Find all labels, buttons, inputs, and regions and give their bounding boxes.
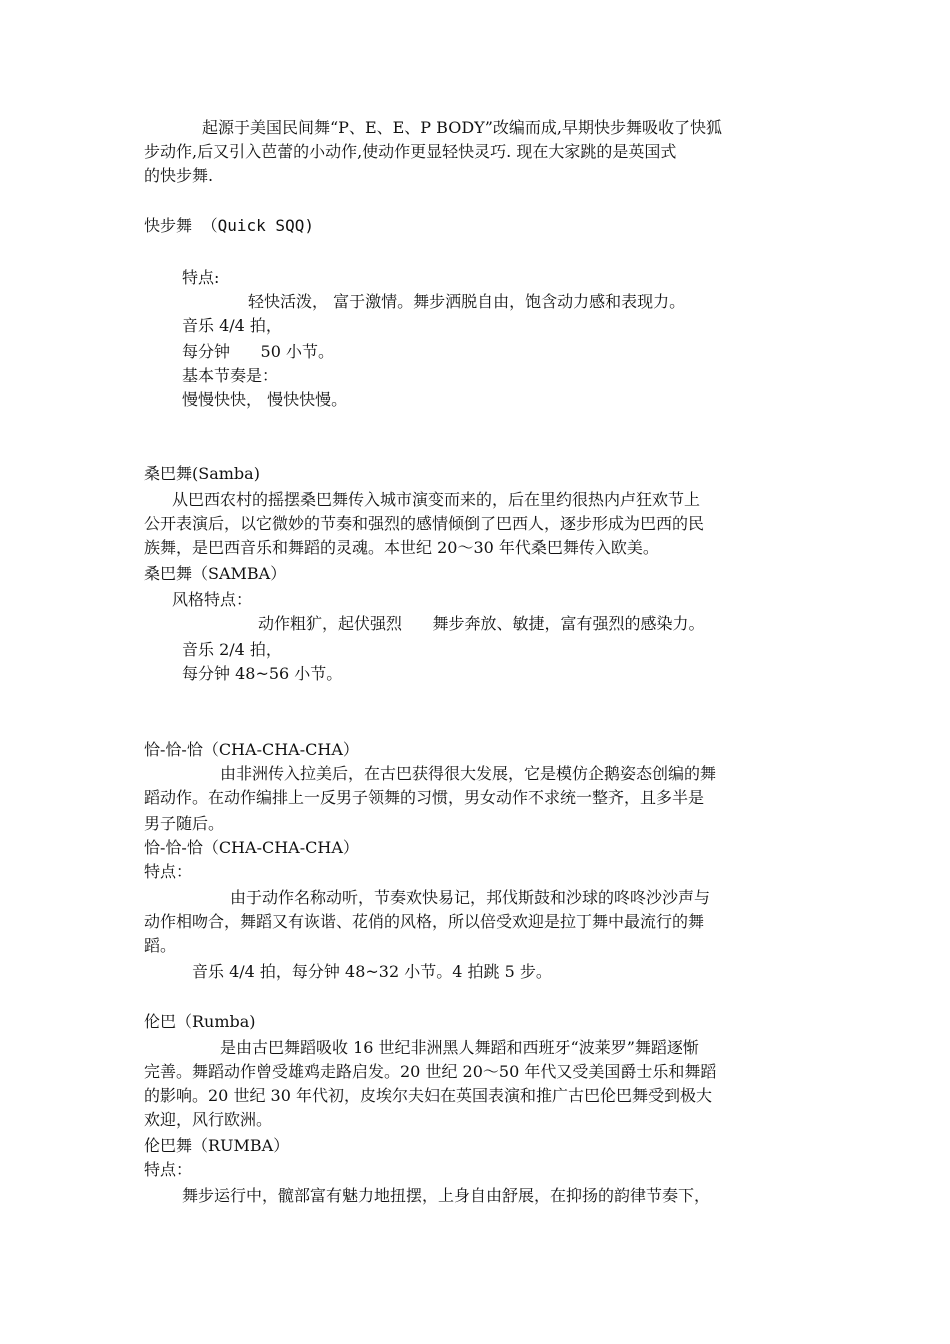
- samba-style-label: 风格特点：: [172, 590, 253, 609]
- chacha-subtitle: 恰-恰-恰（CHA-CHA-CHA）: [144, 838, 359, 857]
- chacha-music: 音乐 4/4 拍，每分钟 48~32 小节。4 拍跳 5 步。: [192, 962, 552, 981]
- samba-subtitle: 桑巴舞（SAMBA）: [144, 564, 287, 583]
- chacha-paragraph-line: 由非洲传入拉美后，在古巴获得很大发展，它是模仿企鹅姿态创编的舞: [220, 764, 717, 783]
- intro-line: 的快步舞.: [144, 166, 214, 185]
- samba-paragraph-line: 从巴西农村的摇摆桑巴舞传入城市演变而来的，后在里约很热内卢狂欢节上: [172, 490, 701, 509]
- chacha-features-line: 由于动作名称动听，节奏欢快易记，邦伐斯鼓和沙球的咚咚沙沙声与: [230, 888, 711, 907]
- samba-paragraph-line: 族舞，是巴西音乐和舞蹈的灵魂。本世纪 20～30 年代桑巴舞传入欧美。: [144, 538, 659, 557]
- rumba-features-label: 特点：: [144, 1160, 193, 1179]
- chacha-title: 恰-恰-恰（CHA-CHA-CHA）: [144, 740, 359, 759]
- chacha-features-line: 蹈。: [144, 936, 177, 955]
- quickstep-features-text: 轻快活泼， 富于激情。舞步洒脱自由，饱含动力感和表现力。: [248, 292, 686, 311]
- rumba-paragraph-line: 欢迎，风行欧洲。: [144, 1110, 273, 1129]
- samba-music: 音乐 2/4 拍，: [182, 640, 282, 659]
- rumba-paragraph-line: 是由古巴舞蹈吸收 16 世纪非洲黑人舞蹈和西班牙“波莱罗”舞蹈逐惭: [220, 1038, 699, 1057]
- chacha-paragraph-line: 蹈动作。在动作编排上一反男子领舞的习惯，男女动作不求统一整齐，且多半是: [144, 788, 705, 807]
- rumba-features-line: 舞步运行中，髋部富有魅力地扭摆，上身自由舒展，在抑扬的韵律节奏下，: [182, 1186, 711, 1205]
- rumba-paragraph-line: 的影响。20 世纪 30 年代初，皮埃尔夫妇在英国表演和推广古巴伦巴舞受到极大: [144, 1086, 712, 1105]
- intro-line: 起源于美国民间舞“P、E、E、P BODY”改编而成,早期快步舞吸收了快狐: [202, 118, 722, 137]
- rumba-paragraph-line: 完善。舞蹈动作曾受雄鸡走路启发。20 世纪 20～50 年代又受美国爵士乐和舞蹈: [144, 1062, 717, 1081]
- quickstep-tempo: 每分钟 50 小节。: [182, 342, 334, 361]
- chacha-paragraph-line: 男子随后。: [144, 814, 225, 833]
- quickstep-rhythm-label: 基本节奏是：: [182, 366, 279, 385]
- quickstep-music: 音乐 4/4 拍，: [182, 316, 282, 335]
- chacha-features-label: 特点：: [144, 862, 193, 881]
- rumba-title: 伦巴（Rumba): [144, 1012, 256, 1031]
- samba-tempo: 每分钟 48~56 小节。: [182, 664, 343, 683]
- rumba-subtitle: 伦巴舞（RUMBA）: [144, 1136, 290, 1155]
- chacha-features-line: 动作相吻合，舞蹈又有诙谐、花俏的风格，所以倍受欢迎是拉丁舞中最流行的舞: [144, 912, 705, 931]
- intro-line: 步动作,后又引入芭蕾的小动作,使动作更显轻快灵巧. 现在大家跳的是英国式: [144, 142, 677, 161]
- samba-paragraph-line: 公开表演后，以它微妙的节奏和强烈的感情倾倒了巴西人，逐步形成为巴西的民: [144, 514, 705, 533]
- samba-style-text: 动作粗犷，起伏强烈 舞步奔放、敏捷，富有强烈的感染力。: [258, 614, 705, 633]
- quickstep-title: 快步舞 （Quick SQQ): [144, 216, 314, 235]
- samba-title: 桑巴舞(Samba): [144, 464, 260, 483]
- quickstep-features-label: 特点:: [182, 268, 220, 287]
- quickstep-rhythm: 慢慢快快， 慢快快慢。: [182, 390, 348, 409]
